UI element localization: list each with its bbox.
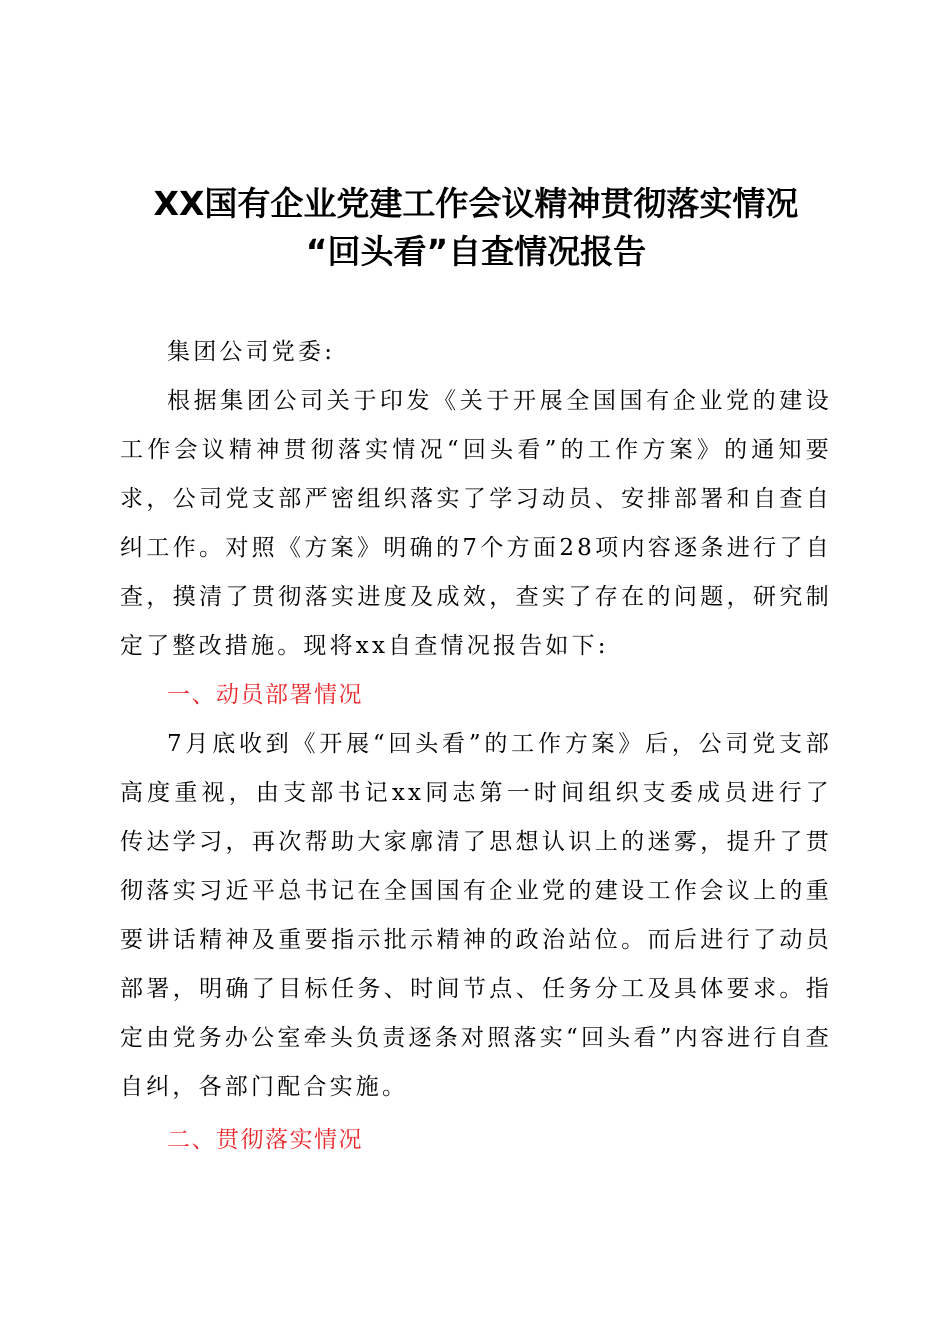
intro-paragraph: 根据集团公司关于印发《关于开展全国国有企业党的建设工作会议精神贯彻落实情况“回头看”的工作方案》的通知要求，公司党支部严密组织落实了学习动员、安排部署和自查自纠工作。对照《方案》明确的7个方面28项内容逐条进行了自查，摸清了贯彻落实进度及成效，查实了存在的问题，研究制定了整改措施。现将xx自查情况报告如下: (120, 388, 832, 659)
salutation: 集团公司党委: (167, 339, 336, 365)
title-line-1: XX国有企业党建工作会议精神贯彻落实情况 (153, 184, 799, 223)
title-line-2: “回头看”自查情况报告 (305, 232, 647, 271)
document-title (120, 180, 832, 276)
document-body (120, 328, 832, 1165)
section-body-mobilization: 7月底收到《开展“回头看”的工作方案》后，公司党支部高度重视，由支部书记xx同志第一时间组织支委成员进行了传达学习，再次帮助大家廓清了思想认识上的迷雾，提升了贯彻落实习近平总书记在全国国有企业党的建设工作会议上的重要讲话精神及重要指示批示精神的政治站位。而后进行了动员部署，明确了目标任务、时间节点、任务分工及具体要求。指定由党务办公室牵头负责逐条对照落实“回头看”内容进行自查自纠，各部门配合实施。 (120, 731, 832, 1100)
section-heading-implementation: 二、贯彻落实情况 (167, 1127, 363, 1153)
document-page (120, 180, 832, 1165)
section-heading-mobilization: 一、动员部署情况 (167, 682, 363, 708)
